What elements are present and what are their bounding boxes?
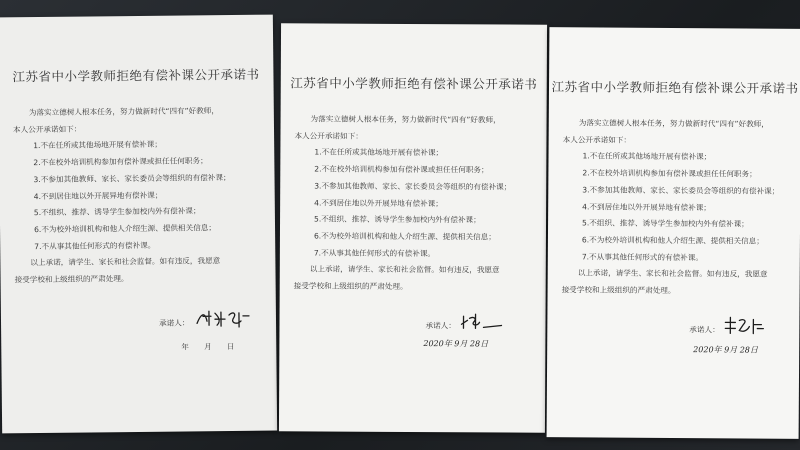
- closing-line: 以上承诺，请学生、家长和社会监督。如有违反，我愿意: [309, 264, 500, 275]
- intro-line: 为落实立德树人根本任务，努力做新时代“四有”好教师，: [578, 118, 769, 129]
- closing-line: 接受学校和上级组织的严肃处理。: [14, 274, 129, 285]
- handwritten-date: 2020年 9月 28日: [693, 345, 758, 355]
- commitment-item: 4.不到居住地以外开展异地有偿补课；: [582, 201, 711, 212]
- sheet-body: [13, 103, 268, 289]
- handwritten-signature: [193, 307, 253, 330]
- closing-line: 以上承诺，请学生、家长和社会监督。如有违反，我愿意: [30, 256, 221, 268]
- commitment-item: 2.不在校外培训机构参加有偿补课或担任任何职务；: [33, 156, 208, 168]
- date-line: 年 月 日: [181, 341, 235, 352]
- commitment-item: 4.不到居住地以外开展异地有偿补课；: [33, 190, 163, 201]
- intro-line: 本人公开承诺如下：: [294, 131, 363, 141]
- intro-line: 为落实立德树人根本任务，努力做新时代“四有”好教师，: [310, 114, 501, 125]
- sheet-title: 江苏省中小学教师拒绝有偿补课公开承诺书: [551, 79, 799, 96]
- sheet-body: [562, 115, 793, 300]
- closing-line: 接受学校和上级组织的严肃处理。: [561, 285, 676, 296]
- intro-line: 为落实立德树人根本任务，努力做新时代“四有”好教师，: [28, 106, 219, 118]
- sheet-title: 江苏省中小学教师拒绝有偿补课公开承诺书: [12, 66, 260, 85]
- handwritten-signature: [721, 314, 781, 336]
- commitment-item: 3.不参加其他教师、家长、家长委员会等组织的有偿补课；: [314, 181, 512, 192]
- commitment-item: 7.不从事其他任何形式的有偿补课。: [34, 240, 156, 251]
- commitment-item: 5.不组织、推荐、诱导学生参加校内外有偿补课；: [314, 214, 481, 225]
- commitment-item: 7.不从事其他任何形式的有偿补课。: [313, 248, 436, 258]
- handwritten-date: 2020年 9月 28日: [423, 339, 489, 349]
- commitment-item: 2.不在校外培训机构参加有偿补课或担任任何职务；: [582, 168, 757, 179]
- signer-label: 承诺人：: [158, 318, 190, 328]
- commitment-item: 1.不在任所或其他场地开展有偿补课；: [582, 151, 712, 162]
- commitment-item: 7.不从事其他任何形式的有偿补课。: [581, 251, 704, 262]
- commitment-item: 3.不参加其他教师、家长、家长委员会等组织的有偿补课；: [582, 185, 780, 196]
- commitment-item: 6.不为校外培训机构和他人介绍生源、提供相关信息；: [34, 223, 216, 235]
- sheet-body: [294, 111, 539, 296]
- handwritten-signature: [457, 310, 517, 332]
- signer-label: 承诺人：: [689, 325, 720, 335]
- commitment-sheet-3: [547, 27, 800, 439]
- commitment-item: 5.不组织、推荐、诱导学生参加校内外有偿补课；: [582, 218, 749, 229]
- commitment-item: 5.不组织、推荐、诱导学生参加校内外有偿补课；: [33, 206, 201, 218]
- commitment-item: 6.不为校外培训机构和他人介绍生源、提供相关信息；: [313, 231, 496, 242]
- commitment-item: 2.不在校外培训机构参加有偿补课或担任任何职务；: [314, 164, 489, 175]
- sheet-title: 江苏省中小学教师拒绝有偿补课公开承诺书: [290, 75, 538, 92]
- commitment-item: 1.不在任所或其他场地开展有偿补课；: [33, 140, 162, 151]
- closing-line: 接受学校和上级组织的严肃处理。: [293, 281, 408, 292]
- intro-line: 本人公开承诺如下：: [562, 134, 632, 145]
- commitment-item: 4.不到居住地以外开展异地有偿补课；: [314, 197, 443, 208]
- commitment-sheet-2: [279, 23, 547, 432]
- commitment-item: 1.不在任所或其他场地开展有偿补课；: [314, 147, 444, 158]
- commitment-sheet-1: [0, 15, 277, 434]
- closing-line: 以上承诺，请学生、家长和社会监督。如有违反，我愿意: [577, 268, 768, 279]
- signer-label: 承诺人：: [425, 321, 456, 331]
- commitment-item: 3.不参加其他教师、家长、家长委员会等组织的有偿补课；: [33, 172, 231, 184]
- commitment-item: 6.不为校外培训机构和他人介绍生源、提供相关信息；: [581, 235, 764, 246]
- intro-line: 本人公开承诺如下：: [12, 124, 82, 135]
